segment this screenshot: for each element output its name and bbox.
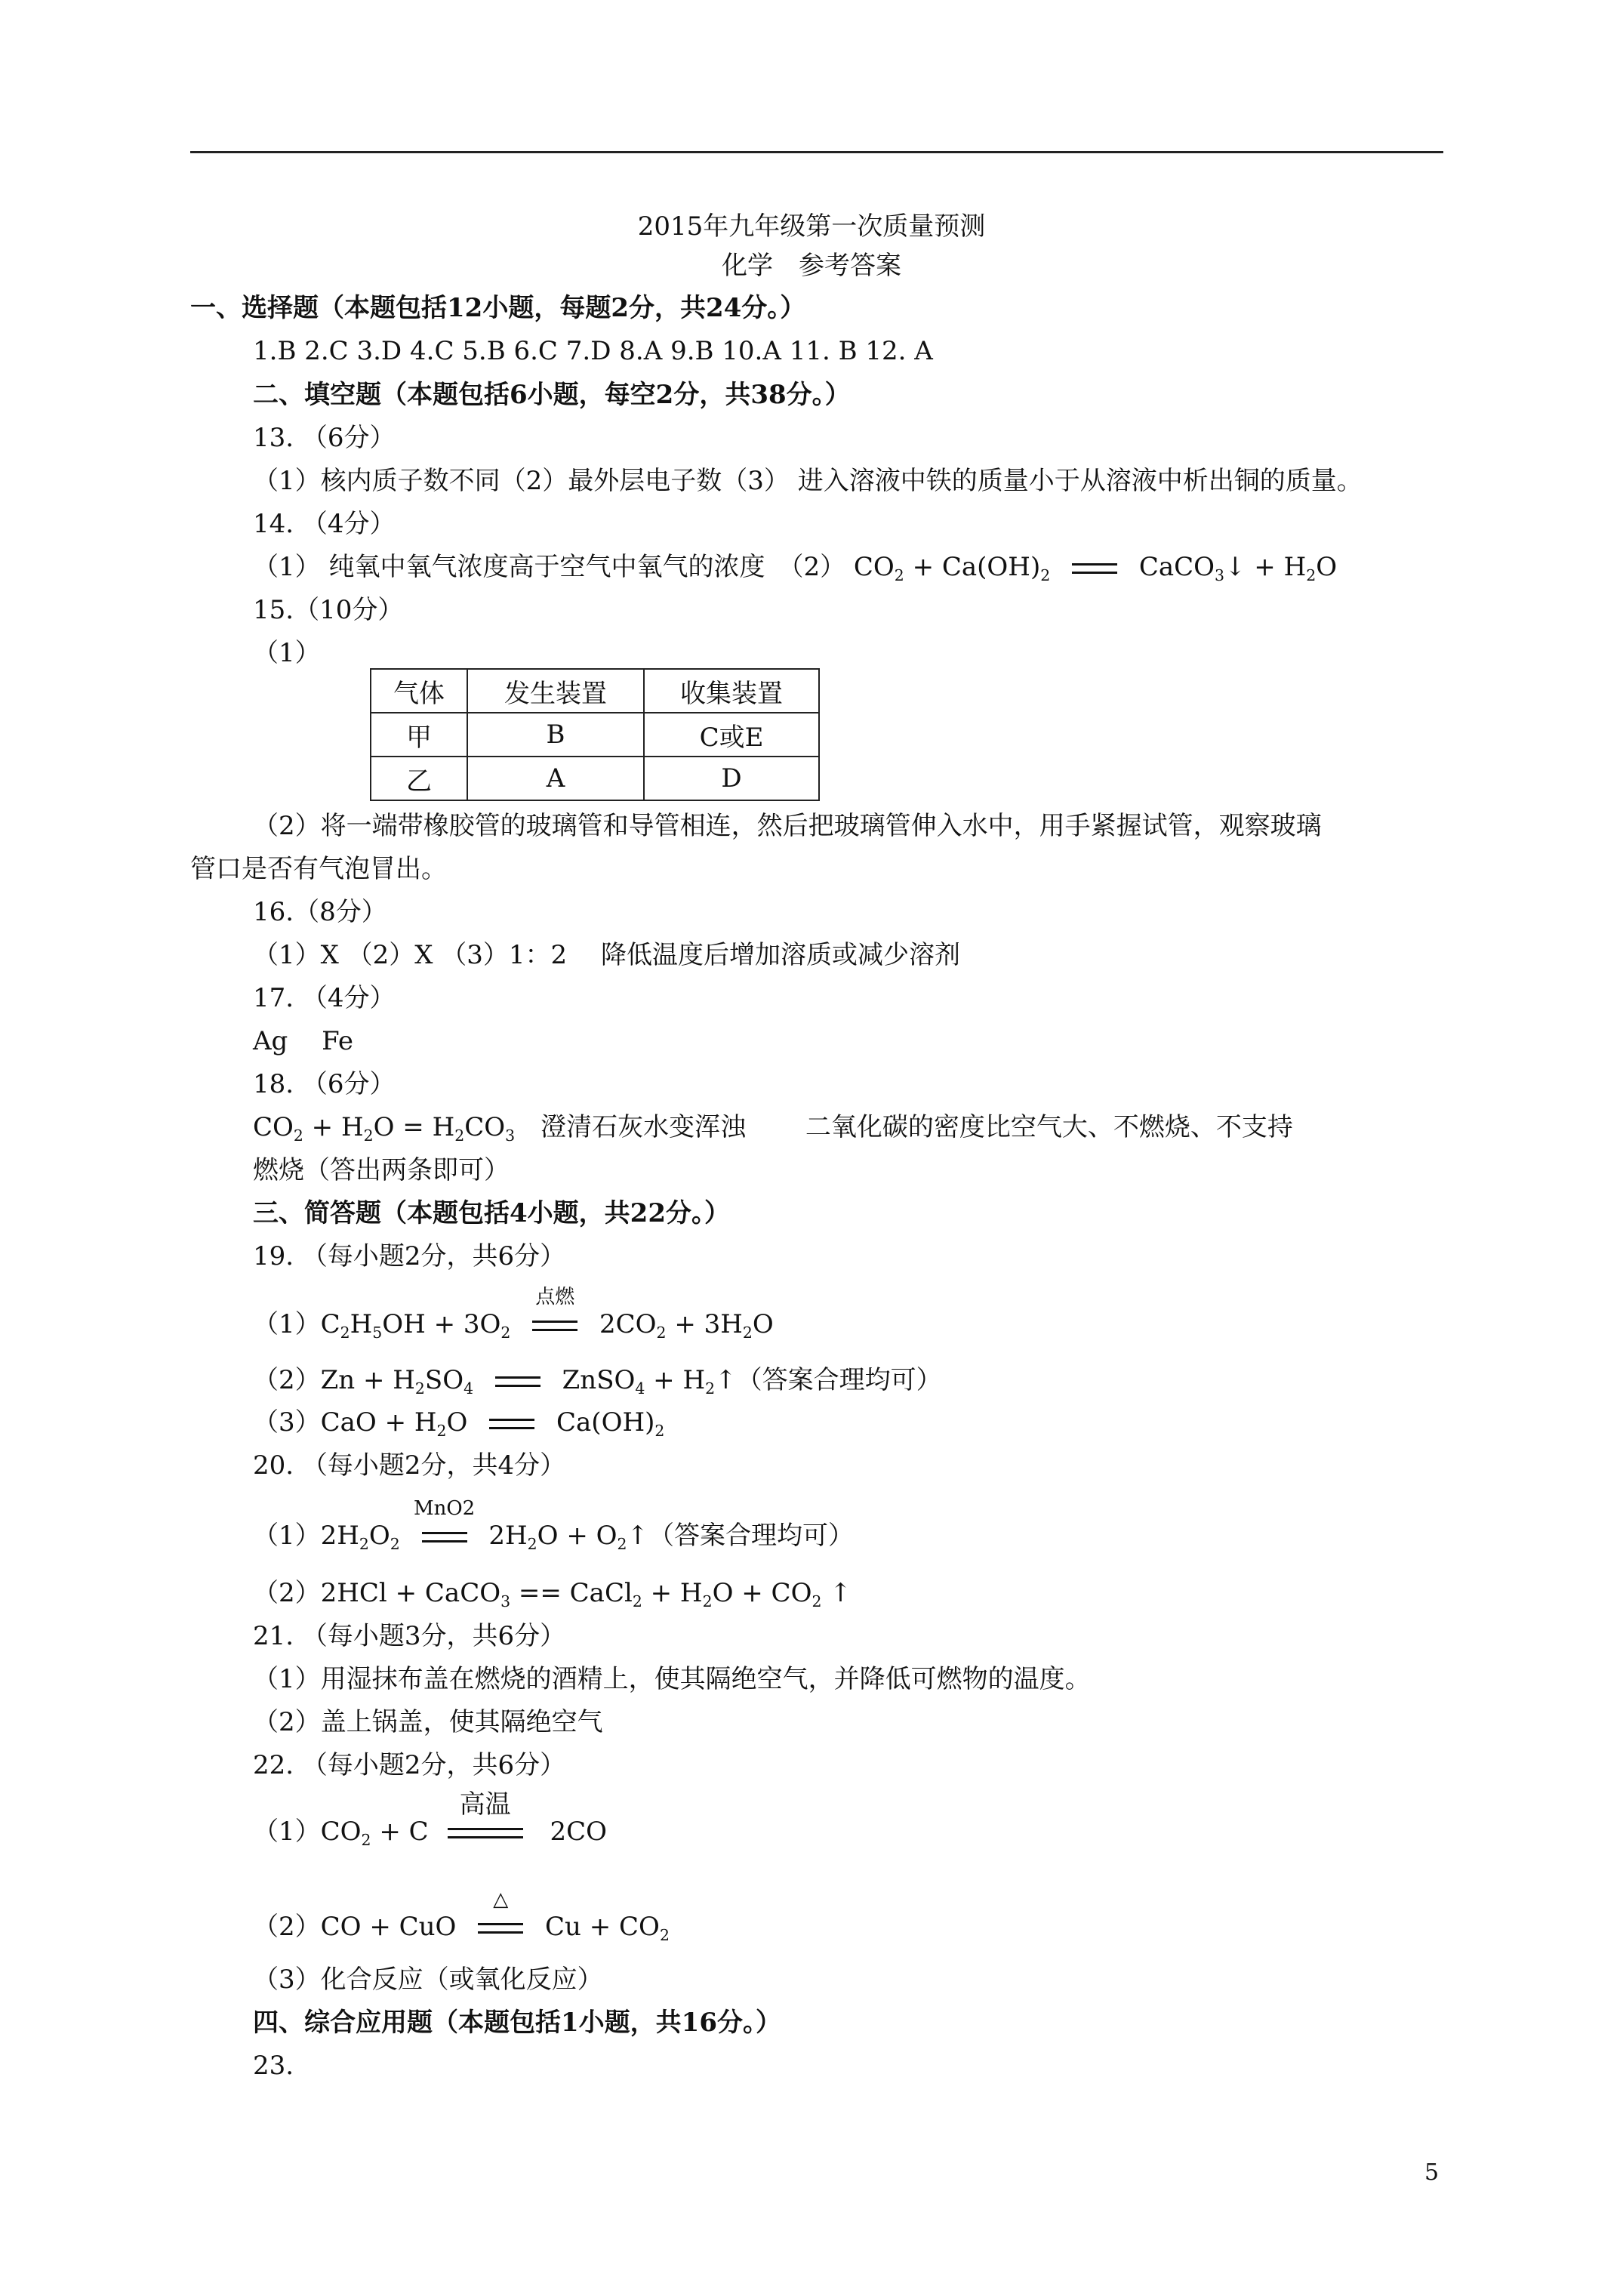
q14-equation: $CO_2 + Ca(OH)_2$ CaCO$_3$↓ + $H_2O$ xyxy=(845,552,1338,585)
header-rule xyxy=(190,151,1443,153)
q20-note: （答案合理均可） xyxy=(648,1521,854,1551)
q20-eq1: $(1)2H_2O_2$ MnO2 $2H_2O$ + $O_2↑$（答案合理均可） xyxy=(253,1497,854,1554)
q23-label: 23. xyxy=(253,2051,294,2081)
heat-icon: △ xyxy=(493,1888,509,1911)
q13-label: 13. （6分） xyxy=(253,423,396,453)
table-cell: 乙 xyxy=(371,757,467,800)
q21-label: 21. （每小题3分，共6分） xyxy=(253,1621,566,1651)
q19-eq3: $(3)CaO + H_2O$ $Ca(OH)_2$ xyxy=(253,1407,665,1441)
q19-label: 19. （每小题2分，共6分） xyxy=(253,1241,566,1271)
document-title: 2015年九年级第一次质量预测 xyxy=(637,211,986,242)
q15-part2-line2: 管口是否有气泡冒出。 xyxy=(190,854,447,884)
q18-answer-text: 澄清石灰水变浑浊 二氧化碳的密度比空气大、不燃烧、不支持 xyxy=(515,1112,1293,1142)
page-number: 5 xyxy=(1424,2159,1440,2186)
q22-answer3: （3）化合反应（或氧化反应） xyxy=(253,1965,603,1995)
q17-label: 17. （4分） xyxy=(253,983,396,1013)
q15-part2-line1: （2）将一端带橡胶管的玻璃管和导管相连，然后把玻璃管伸入水中，用手紧握试管，观察玻璃 xyxy=(253,811,1322,841)
section1-answers: 1.B 2.C 3.D 4.C 5.B 6.C 7.D 8.A 9.B 10.A 11. B 12. A xyxy=(253,336,933,366)
table-header-cell: 收集装置 xyxy=(644,669,819,713)
q15-part1: （1） xyxy=(253,638,321,668)
q18-equation: $CO_2 + H_2O = H_2CO_3$ xyxy=(253,1112,516,1145)
document-subtitle: 化学 参考答案 xyxy=(722,251,901,281)
q22-eq2: （2）CO + CuO △ $Cu + CO_2$ xyxy=(253,1888,670,1945)
catalyst-label: MnO2 xyxy=(413,1497,476,1520)
condition-label: 高温 xyxy=(459,1789,511,1820)
gas-apparatus-table xyxy=(370,668,820,801)
q19-eq1: $(1)C_2H_5OH + 3O_2$ 点燃 $2CO_2 + 3H_2O$ xyxy=(253,1286,774,1342)
q15-label: 15.（10分） xyxy=(253,595,404,625)
table-row xyxy=(371,713,819,757)
table-cell: B xyxy=(467,713,644,757)
q22-eq1: $(1)CO_2 + C$ 高温 2CO xyxy=(253,1789,607,1850)
table-cell: D xyxy=(644,757,819,800)
q16-answer: （1）X （2）X （3）1：2 降低温度后增加溶质或减少溶剂 xyxy=(253,940,960,970)
q13-answer: （1）核内质子数不同（2）最外层电子数（3） 进入溶液中铁的质量小于从溶液中析出铜的质量。 xyxy=(253,466,1363,496)
section1-heading: 一、选择题（本题包括12小题，每题2分，共24分。） xyxy=(190,293,806,323)
table-cell: C或E xyxy=(644,713,819,757)
section2-heading: 二、填空题（本题包括6小题，每空2分，共38分。） xyxy=(253,380,851,410)
q21-answer2: （2）盖上锅盖，使其隔绝空气 xyxy=(253,1707,603,1737)
q20-eq2: （2）2HCl + CaCO$_3$ == CaCl$_2$ + $H_2O + CO_2$ ↑ xyxy=(253,1578,852,1611)
q16-label: 16.（8分） xyxy=(253,897,387,927)
table-row xyxy=(371,757,819,800)
q14-answer-text: （1） 纯氧中氧气浓度高于空气中氧气的浓度 （2） xyxy=(253,552,846,582)
q22-label: 22. （每小题2分，共6分） xyxy=(253,1750,566,1780)
q14-answer xyxy=(253,550,1337,584)
q21-answer1: （1）用湿抹布盖在燃烧的酒精上，使其隔绝空气，并降低可燃物的温度。 xyxy=(253,1664,1091,1694)
condition-label: 点燃 xyxy=(535,1286,575,1308)
q19-eq3-start: （3）CaO + H xyxy=(253,1407,437,1438)
q19-eq2: $(2)Zn + H_2SO_4$ ZnSO$_4$ + $H_2↑$（答案合理均可） xyxy=(253,1365,942,1398)
q17-answer: Ag Fe xyxy=(253,1026,353,1056)
q18-label: 18. （6分） xyxy=(253,1069,396,1099)
table-header-row xyxy=(371,669,819,713)
table-header-cell: 发生装置 xyxy=(467,669,644,713)
table-cell: 甲 xyxy=(371,713,467,757)
q18-answer-line2: 燃烧（答出两条即可） xyxy=(253,1155,510,1185)
q20-label: 20. （每小题2分，共4分） xyxy=(253,1450,566,1481)
table-header-cell: 气体 xyxy=(371,669,467,713)
table-cell: A xyxy=(467,757,644,800)
q14-label: 14. （4分） xyxy=(253,509,396,539)
section4-heading: 四、综合应用题（本题包括1小题，共16分。） xyxy=(253,2008,781,2038)
q18-answer xyxy=(253,1111,1293,1144)
section3-heading: 三、简答题（本题包括4小题，共22分。） xyxy=(253,1198,730,1228)
